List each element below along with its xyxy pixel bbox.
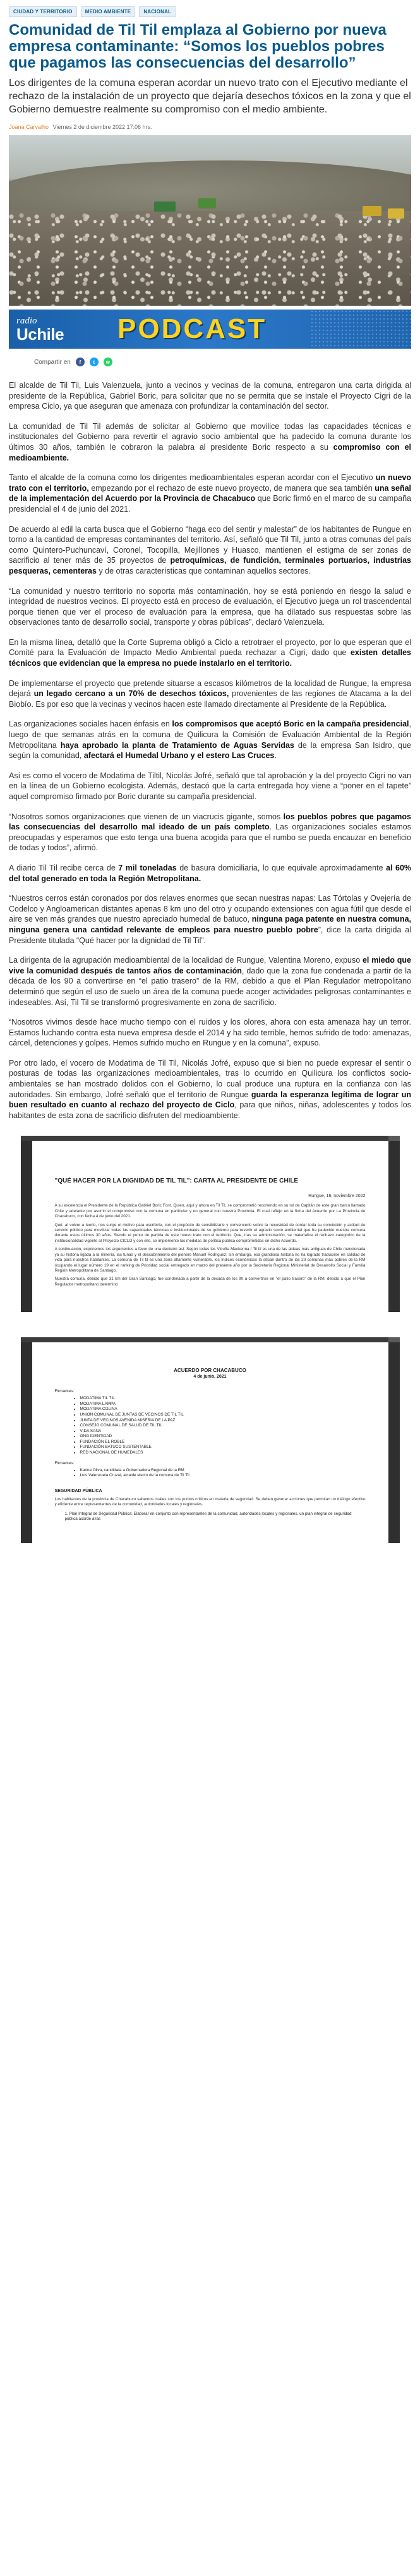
agreement-date: 4 de junio, 2021 (193, 1375, 227, 1380)
article-title: Comunidad de Til Til emplaza al Gobierno por nueva empresa contaminante: “Somos los pueblos pobres que pagamos las consecuencias del desarrollo” (9, 21, 387, 71)
paragraph-text: En la misma línea, detalló que la Corte Suprema obligó a Ciclo a retrotraer el proyecto, por lo que esperan que el Comité para la Evaluación de Impacto Medio Ambiental pueda rechazar a Cigri, dado que (9, 637, 411, 658)
hero-photo-landfill (9, 135, 411, 306)
paragraph-text: provenientes de las regiones de Atacama a la del Biobío. Es por eso que la vecinas y vecinos hacen este llamado directamente al Presidente de la República. (9, 689, 411, 709)
paragraph-text: de la empresa San Isidro, que según la comunidad, (9, 740, 411, 761)
hero-truck (388, 208, 404, 219)
paragraph-text: que Boric firmó en el marco de su campaña presidencial el 4 de junio del 2021. (9, 494, 411, 514)
document-page (32, 1342, 388, 1543)
logo-radio-text: radio (16, 315, 37, 326)
agreement-title: ACUERDO POR CHACABUCO (174, 1368, 246, 1374)
podcast-label: PODCAST (117, 313, 267, 344)
article-body (9, 380, 411, 1121)
bold-text: petroquímicas, de fundición, terminales portuarios, industrias pesqueras, cementeras (9, 556, 411, 575)
paragraph-text: De implementarse el proyecto que pretende situarse a escasos kilómetros de la localidad de Rungue, la empresa dejará (9, 678, 411, 699)
bold-text: guarda la esperanza legítima de lograr un buen resultado en cuanto al rechazo del proyecto de Ciclo (9, 1090, 411, 1110)
letter-title: "QUÉ HACER POR LA DIGNIDAD DE TIL TIL": CARTA AL PRESIDENTE DE CHILE (54, 1177, 299, 1185)
paragraph-text: . Las organizaciones sociales estamos preocupadas y esperamos que esto tenga una buena acogida para que el rumbo se pueda encauzar en beneficio de todas y todos”, afirmó. (9, 822, 411, 853)
tag-medio-ambiente[interactable]: MEDIO AMBIENTE (81, 6, 136, 17)
signatories-list (55, 1396, 366, 1456)
article-meta (9, 124, 411, 130)
paragraph-text: , luego de que semanas atrás en la comuna de Quilicura la Comisión de Evaluación Ambiental de la Región Metropolitana (9, 719, 411, 750)
article-paragraph (9, 586, 411, 628)
document-scroll-handle[interactable] (388, 1337, 400, 1342)
list-item: • MODATIMA COLINA (80, 1407, 366, 1412)
list-item: • FUNDACIÓN EL ROBLE (80, 1440, 366, 1445)
signatories-list (55, 1468, 366, 1479)
bold-text: 7 mil toneladas (118, 863, 177, 872)
bold-text: el miedo que vive la comunidad después de tantos años de contaminación (9, 956, 411, 975)
article-paragraph (9, 771, 411, 802)
logo-uchile-text: Uchile (16, 324, 64, 344)
author-link[interactable]: Joana Carvalho (9, 124, 49, 130)
radio-uchile-logo (9, 316, 92, 342)
article-paragraph (9, 893, 411, 946)
embedded-document-letter[interactable] (21, 1136, 400, 1312)
document-page (32, 1141, 388, 1312)
article-lead: Los dirigentes de la comuna esperan acordar un nuevo trato con el Ejecutivo mediante el rechazo de la instalación de un proyecto que dejaría desechos tóxicos en la zona y que el Gobierno demuestre realmente su compromiso con el medio ambiente. (9, 78, 411, 115)
list-item: • CONSEJO COMUNAL DE SALUD DE TIL TIL (80, 1423, 366, 1429)
signatories-label: Firmantes: (54, 1460, 75, 1466)
article-paragraph (9, 524, 411, 577)
twitter-share-icon[interactable]: t (90, 358, 99, 366)
facebook-share-icon[interactable]: f (76, 358, 85, 366)
paragraph-text: A diario Til Til recibe cerca de (9, 863, 119, 872)
article-paragraph (9, 812, 411, 853)
article-paragraph (9, 637, 411, 669)
embedded-document-agreement[interactable] (21, 1337, 400, 1543)
hero-truck (363, 206, 381, 216)
hero-truck (154, 202, 176, 212)
signatories-label: Firmantes: (54, 1389, 75, 1394)
hero-waste-field (9, 211, 411, 306)
paragraph-text: El alcalde de Til Til, Luis Valenzuela, junto a vecinos y vecinas de la comuna, entregaron una carta dirigida al presidente de la República, Gabriel Boric, para solicitar que no se permita que se instale el Proyecto Cigri de la empresa Ciclo, ya que aseguran que amenaza con profundizar la contaminación del sector. (9, 381, 411, 411)
paragraph-text: Las organizaciones sociales hacen énfasis en (9, 719, 172, 729)
paragraph-text: empezando por el rechazo de este nuevo proyecto, de manera que sea también (88, 483, 375, 493)
document-toolbar (21, 1136, 400, 1141)
paragraph-text: ”, dice la carta dirigida al Presidente titulada “Qué hacer por la dignidad de Til Til”. (9, 925, 411, 945)
paragraph-text: Por otro lado, el vocero de Modatima de Til Til, Nicolás Jofré, expuso que si bien no puede expresar el sentir o posturas de todas las organizaciones medioambientales, tras lo ocurrido en Quilicura los conflictos socio-ambientales se han mostrado dolidos con el Gobierno, lo cual produce una ruptura en la confianza con las autoridades. Sin embargo, Jofré señaló que el territorio de Rungue (9, 1058, 411, 1099)
paragraph-text: La dirigenta de la agrupación medioambiental de la localidad de Rungue, Valentina Moreno, expuso (9, 956, 363, 965)
whatsapp-share-icon[interactable]: w (104, 358, 112, 366)
article-paragraph (9, 421, 411, 463)
bold-text: al 60% del total generado en toda la Región Metropolitana. (9, 863, 412, 883)
letter-paragraph: A su excelencia el Presidente de la República Gabriel Boric Font. Quien, aquí y ahora en Til Til, se comprometió recorrendo en su rol de Capitán de este gran barco llamado Chile y adelante por asumir el compromiso con la comuna en particular y en general con nuestra Provincia. El cual reflejo en la firma del Acuerdo por La Provincia de Chacabuco, con fecha 4 de junio del 2021. (54, 1203, 366, 1219)
list-item: • UNION COMUNAL DE JUNTAS DE VECINOS DE TIL TIL (80, 1412, 366, 1418)
bold-text: existen detalles técnicos que evidencian que la empresa no puede instalarlo en el territorio. (9, 648, 411, 668)
tag-ciudad-territorio[interactable]: CIUDAD Y TERRITORIO (9, 6, 77, 17)
bold-text: un nuevo trato con el territorio, (9, 473, 411, 493)
list-item: • VIDA SANA (80, 1429, 366, 1435)
letter-date: Rungue, 16, noviembre 2022 (308, 1194, 366, 1199)
list-item: • JUNTA DE VECINOS AVENIDA MISERIA DE LA PAZ (80, 1418, 366, 1424)
list-item: • RED NACIONAL DE HUMEDALES (80, 1450, 366, 1456)
paragraph-text: De acuerdo al edil la carta busca que el Gobierno “haga eco del sentir y malestar” de los habitantes de Rungue en torno a la cantidad de empresas contaminantes del territorio. Así, señaló que Til Til, junto a otras comunas del país como Quintero-Puchuncaví, Coronel, Tocopilla, Mejillones y Huasco, mantienen el estigma de ser zonas de sacrificio al tener más de 35 proyectos de (9, 524, 411, 565)
bold-text: compromiso con el medioambiente. (9, 442, 412, 462)
paragraph-text: Así es como el vocero de Modatima de Tiltil, Nicolás Jofré, señaló que tal aprobación y la del proyecto Cigri no van en la línea de un Gobierno ecologista. Además, destacó que la carta entregada hoy viene a “poner en el tapete” aquel compromiso firmado por Boric durante su campaña presidencial. (9, 771, 411, 801)
document-toolbar (21, 1337, 400, 1342)
bold-text: los pueblos pobres que pagamos las consecuencias del desarrollo mal ideado de un país completo (9, 812, 411, 832)
bold-text: un legado cercano a un 70% de desechos tóxicos, (33, 689, 229, 699)
article-paragraph (9, 955, 411, 1008)
paragraph-text: Tanto el alcalde de la comuna como los dirigentes medioambientales esperan acordar con el Ejecutivo (9, 473, 376, 483)
paragraph-text: “Nosotros vivimos desde hace mucho tiempo con el ruidos y los olores, ahora con esta amenaza hay un terror. Estamos luchando contra esta nueva empresa desde el 2014 y ha sido terrible, hemos sufrido de todo: amenazas, cárcel, detenciones y golpes. Hemos sufrido mucho en Rungue y en la comuna”, expuso. (9, 1018, 411, 1048)
list-item: • ONG IDENTIDAD (80, 1434, 366, 1440)
bold-text: afectará el Humedal Urbano y el estero Las Cruces (83, 751, 275, 761)
bold-text: una señal de la implementación del Acuerdo por la Provincia de Chacabuco (9, 483, 412, 503)
article-paragraph (9, 380, 411, 412)
paragraph-text: y de otras características que contaminan aquellos sectores. (96, 566, 311, 575)
hero-truck (198, 198, 216, 208)
letter-paragraph: Nuestra comuna, debido que 31 km del Gran Santiago, fue condenada a partir de la década de los 90 a convertirse en "el patio trasero" de la RM, debido a que el Plan Regulador metropolitano determinó (54, 1277, 366, 1287)
bold-text: haya aprobado la planta de Tratamiento de Aguas Servidas (60, 740, 294, 750)
paragraph-text: , dado que la zona fue condenada a partir de la década de los 90 a convertirse en “el patio trasero” de la RM, debido a que el Plan Regulador metropolitano determinó que según el uso de suelo un área de la comuna puede acoger actividades peligrosas contaminantes e indeseables. Así, Til Til se transformó progresivamente en zona de sacrificio. (9, 966, 411, 1007)
article-paragraph (9, 678, 411, 710)
list-item: • MODATIMA TIL TIL (80, 1396, 366, 1402)
paragraph-text: “Nuestros cerros están coronados por dos relaves enormes que secan nuestras napas: Las Tórtolas y Ovejería de Codelco y Angloamerican distantes apenas 8 km uno del otro y ocupando extensiones con agua fútil que desde el aire se ven más grandes que nuestro apreciado humedal de batuco, (9, 894, 411, 924)
letter-paragraph: A continuación, exponemos los argumentos a favor de una decisión así: Según todas las Vicuña Mackenna / Til til es una de las aldeas más antiguas de Chile mencionada ya su historia ligada a la minería, las tunas y el descubrimiento del pionero Manuel Rodríguez; sin embargo, esa grandiosa historia no ha logrado traducirse en calidad de vida para nuestros habitantes. La comuna de Til til es una zona altamente vulnerable, los índices económicos la sitúan dentro de las 20 comunas más pobres de la RM ocupando el lugar número 19 en el ranking de Prioridad social entregado en marzo del presente año por la Secretaría Regional Ministerial de Desarrollo Social y Familia Región Metropolitana de Santiago. (54, 1247, 366, 1273)
article-paragraph (9, 719, 411, 761)
category-tags (9, 6, 411, 17)
paragraph-text: , para que niños, niñas, adolescentes y todos los habitantes de esta zona de sacrificio disfruten del medioambiente. (9, 1100, 411, 1120)
section-text: Los habitantes de la provincia de Chacabuco sabemos cuáles son los puntos críticos en materia de seguridad. Se deben generar acciones que permitan un diálogo efectivo y eficiente entre representantes de la comunidad, autoridades locales y regionales. (54, 1496, 366, 1507)
document-scroll-handle[interactable] (388, 1136, 400, 1141)
letter-paragraph: Qué, al volver a leerlo, nos surge el motivo para escribirle, con el propósito de sensibilizarle y convencerlo sobre la necesidad de contar toda su convicción y actitud de servicio público para movilizar todas las capacidades técnicas e institucionales de su gobierno para revertir el agravio socio ambiental que ha padecido nuestra comuna durante estos últimos 30 años. Siendo el punto de partida de este nuevo trato con el territorio. Que, tras su administración, se materialice el rechazo categórico de la institucionalidad vigente al Proyecto CICLO y con ello, se implemente las medidas de política pública comprometidas en dicho Acuerdo. (54, 1222, 366, 1243)
list-item: • Karina Oliva, candidata a Gobernadora Regional de la RM (80, 1468, 366, 1474)
paragraph-text: . (274, 751, 277, 761)
paragraph-text: La comunidad de Til Til además de solicitar al Gobierno que movilice todas las capacidades técnicas e institucionales del Gobierno para revertir el agravio socio ambiental que ha padecido la comuna durante los últimos 30 años, también le cobraron la palabra al presidente Boric respecto a su (9, 421, 411, 452)
section-heading: SEGURIDAD PÚBLICA (54, 1488, 102, 1493)
list-item: • MODATIMA LAMPA (80, 1402, 366, 1407)
article-paragraph (9, 863, 411, 884)
article-paragraph (9, 472, 411, 514)
list-item: • FUNDACIÓN BATUCO SUSTENTABLE (80, 1445, 366, 1450)
bold-text: los compromisos que aceptó Boric en la campaña presidencial (172, 719, 409, 729)
tag-nacional[interactable]: NACIONAL (139, 6, 176, 17)
publish-date: Viernes 2 de diciembre 2022 17:06 hrs. (52, 124, 152, 130)
article-paragraph (9, 1017, 411, 1049)
section-point: 1. Plan Integral de Seguridad Pública: Elaborar en conjunto con representantes de la comunidad, autoridades locales y regionales, un plan integral de seguridad pública acorde a las (64, 1511, 352, 1522)
banner-dots-pattern (310, 310, 411, 349)
paragraph-text: “Nosotros somos organizaciones que vienen de un viacrucis gigante, somos (9, 812, 284, 821)
bold-text: ninguna paga patente en nuestra comuna, ninguna genera una cantidad relevante de empleos para nuestro pueblo pobre (9, 915, 412, 934)
article-paragraph (9, 1058, 411, 1121)
podcast-banner[interactable] (9, 310, 411, 349)
share-bar (34, 358, 411, 366)
paragraph-text: de basura domiciliaria, lo que equivale aproximadamente (176, 863, 387, 872)
list-item: • Luis Valenzuela Cruzat, alcalde electo de la comuna de Til Til (80, 1473, 366, 1479)
share-label: Compartir en (34, 358, 71, 366)
paragraph-text: “La comunidad y nuestro territorio no soporta más contaminación, hoy se está poniendo en riesgo la salud e integridad de nuestros vecinos. El proyecto está en proceso de evaluación, el Ejecutivo juega un rol trascendental porque tienen que ver el proceso de evaluación para la empresa, que ha dilatado sus respuestas sobre las observaciones tanto de desarrollo social, transporte y obras públicas”, declaró Valenzuela. (9, 586, 411, 627)
